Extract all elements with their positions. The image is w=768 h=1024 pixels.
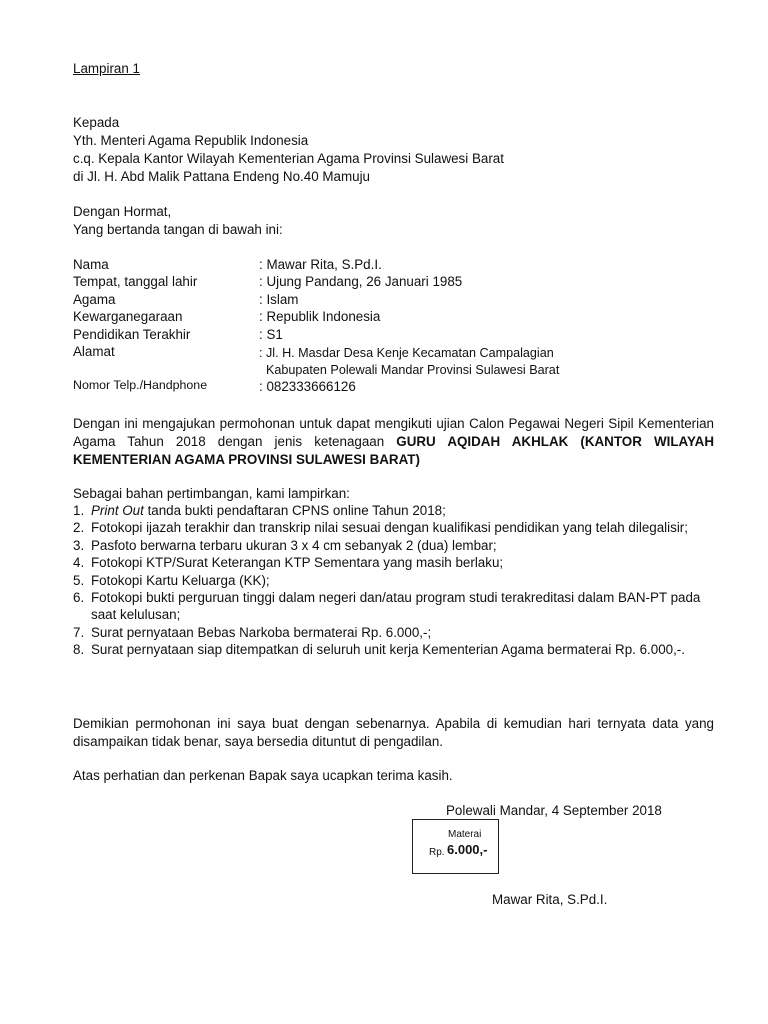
list-item <box>73 624 714 641</box>
identity-label: Pendidikan Terakhir <box>73 327 191 342</box>
list-item <box>73 589 714 624</box>
page-heading: Lampiran 1 <box>73 61 140 76</box>
greeting-line: Dengan Hormat, <box>73 204 172 219</box>
list-item <box>73 554 714 571</box>
list-item <box>73 502 714 519</box>
list-item <box>73 572 714 589</box>
identity-label: Nomor Telp./Handphone <box>73 378 208 392</box>
list-item-text: Fotokopi ijazah terakhir dan transkrip nilai sesuai dengan kualifikasi pendidikan yang telah dilegalisir; <box>91 520 688 536</box>
recipient-line: di Jl. H. Abd Malik Pattana Endeng No.40 Mamuju <box>73 169 370 184</box>
list-item-emphasis: Print Out <box>91 503 144 518</box>
list-item-text: Fotokopi Kartu Keluarga (KK); <box>91 572 270 588</box>
duty-stamp-box <box>412 819 499 874</box>
list-number: 8. <box>73 642 85 658</box>
greeting-line: Yang bertanda tangan di bawah ini: <box>73 222 283 237</box>
list-item-text: tanda bukti pendaftaran CPNS online Tahun 2018; <box>143 503 446 518</box>
signer-name: Mawar Rita, S.Pd.I. <box>492 892 608 907</box>
recipient-line: Kepada <box>73 115 120 130</box>
closing-statement: Demikian permohonan ini saya buat dengan sebenarnya. Apabila di kemudian hari ternyata data yang disampaikan tidak benar, saya bersedia dituntut di pengadilan. <box>73 716 714 749</box>
list-item-text: Pasfoto berwarna terbaru ukuran 3 x 4 cm sebanyak 2 (dua) lembar; <box>91 537 497 553</box>
stamp-currency: Rp. <box>429 847 445 858</box>
identity-value: : Jl. H. Masdar Desa Kenje Kecamatan Campalagian <box>259 346 554 360</box>
identity-value: : S1 <box>259 327 283 342</box>
identity-value: : 082333666126 <box>259 379 356 394</box>
attachments-intro: Sebagai bahan pertimbangan, kami lampirkan: <box>73 486 350 501</box>
identity-value: : Mawar Rita, S.Pd.I. <box>259 257 382 272</box>
identity-value: : Ujung Pandang, 26 Januari 1985 <box>259 274 463 289</box>
identity-value: : Islam <box>259 292 299 307</box>
list-item-text: Fotokopi bukti perguruan tinggi dalam negeri dan/atau program studi terakreditasi dalam BAN-PT pada saat kelulusan; <box>91 590 701 623</box>
list-item <box>73 537 714 554</box>
identity-label: Agama <box>73 292 116 307</box>
list-number: 2. <box>73 520 85 536</box>
application-paragraph <box>73 415 714 469</box>
stamp-label: Materai <box>448 829 482 840</box>
identity-value: : Republik Indonesia <box>259 309 381 324</box>
list-number: 5. <box>73 572 85 588</box>
application-position: GURU AQIDAH AKHLAK (KANTOR WILAYAH KEMENTERIAN AGAMA PROVINSI SULAWESI BARAT) <box>73 434 714 467</box>
list-number: 6. <box>73 590 85 606</box>
list-number: 1. <box>73 503 85 518</box>
application-text: Dengan ini mengajukan permohonan untuk dapat mengikuti ujian Calon Pegawai Negeri Sipil Kementerian Agama Tahun 2018 dengan jenis ketenagaan <box>73 416 714 449</box>
attachments-list <box>73 502 714 659</box>
list-item-text: Surat pernyataan siap ditempatkan di seluruh unit kerja Kementerian Agama bermaterai Rp. 6.000,-. <box>91 642 685 658</box>
list-item-text: Surat pernyataan Bebas Narkoba bermaterai Rp. 6.000,-; <box>91 624 432 640</box>
list-number: 7. <box>73 624 85 640</box>
stamp-amount: 6.000,- <box>447 842 488 857</box>
identity-value: Kabupaten Polewali Mandar Provinsi Sulawesi Barat <box>266 363 560 377</box>
place-date: Polewali Mandar, 4 September 2018 <box>446 803 662 818</box>
identity-label: Alamat <box>73 344 115 359</box>
recipient-line: Yth. Menteri Agama Republik Indonesia <box>73 133 309 148</box>
list-number: 3. <box>73 537 85 553</box>
list-number: 4. <box>73 555 85 571</box>
identity-label: Kewarganegaraan <box>73 309 183 324</box>
list-item-text: Fotokopi KTP/Surat Keterangan KTP Sementara yang masih berlaku; <box>91 555 504 571</box>
identity-label: Tempat, tanggal lahir <box>73 274 198 289</box>
list-item <box>73 519 714 536</box>
recipient-line: c.q. Kepala Kantor Wilayah Kementerian Agama Provinsi Sulawesi Barat <box>73 151 504 166</box>
closing-thanks: Atas perhatian dan perkenan Bapak saya ucapkan terima kasih. <box>73 768 453 783</box>
identity-label: Nama <box>73 257 109 272</box>
list-item <box>73 641 714 658</box>
